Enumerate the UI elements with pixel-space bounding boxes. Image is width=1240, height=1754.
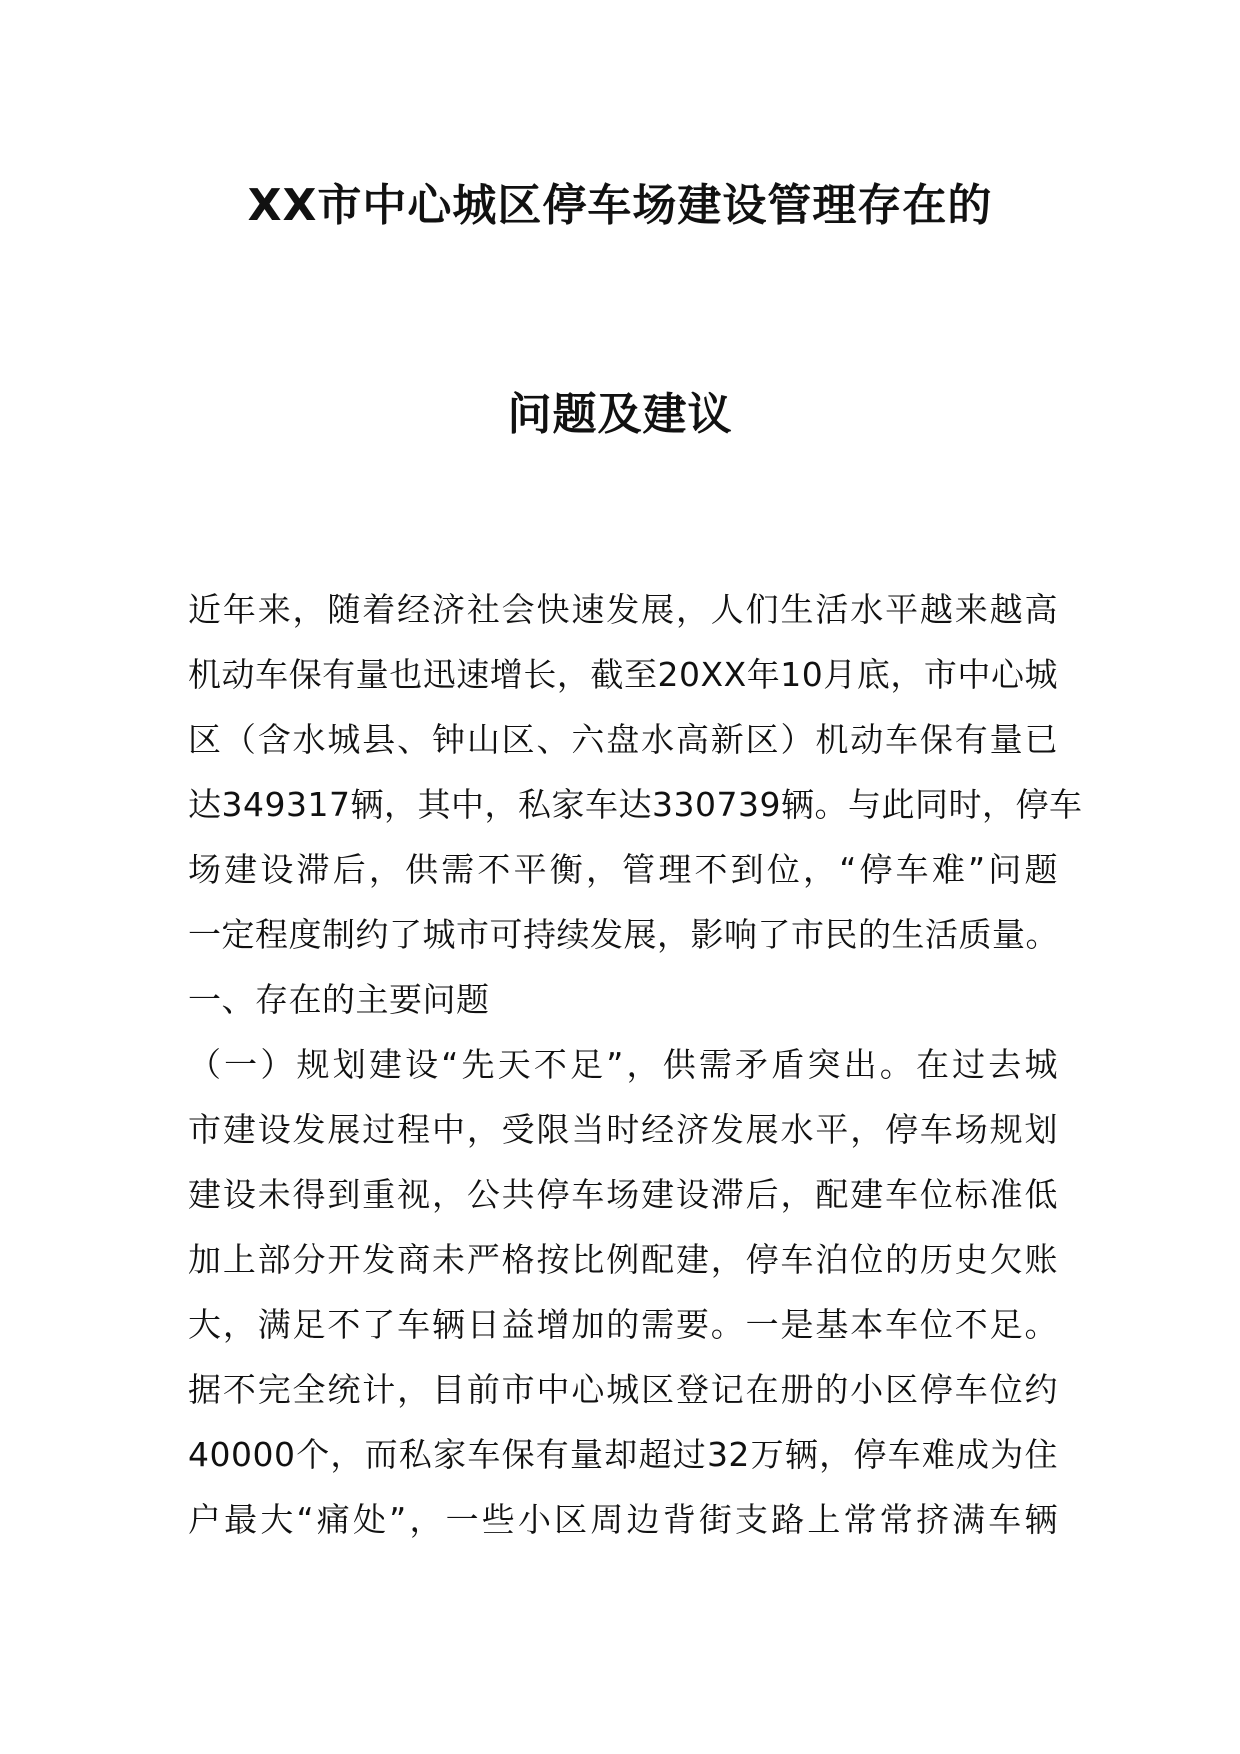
body-line: 据不完全统计，目前市中心城区登记在册的小区停车位约: [188, 1370, 1058, 1409]
body-line: 40000个，而私家车保有量却超过32万辆，停车难成为住: [188, 1435, 1058, 1474]
body-line: 近年来，随着经济社会快速发展，人们生活水平越来越高: [188, 590, 1058, 629]
body-line: 达349317辆，其中，私家车达330739辆。与此同时，停车: [188, 785, 1083, 824]
body-line: 一定程度制约了城市可持续发展，影响了市民的生活质量。: [188, 915, 1059, 954]
section-heading: 一、存在的主要问题: [188, 980, 490, 1019]
body-line: 区（含水城县、钟山区、六盘水高新区）机动车保有量已: [188, 720, 1058, 759]
body-line: 建设未得到重视，公共停车场建设滞后，配建车位标准低: [188, 1175, 1058, 1214]
body-line: 户最大“痛处”，一些小区周边背街支路上常常挤满车辆: [188, 1500, 1058, 1539]
body-line: 场建设滞后，供需不平衡，管理不到位，“停车难”问题: [188, 850, 1058, 889]
body-line: 机动车保有量也迅速增长，截至20XX年10月底，市中心城: [188, 655, 1058, 694]
body-line: 大，满足不了车辆日益增加的需要。一是基本车位不足。: [188, 1305, 1058, 1344]
document-title-line-2: 问题及建议: [507, 389, 733, 440]
body-line: 加上部分开发商未严格按比例配建，停车泊位的历史欠账: [188, 1240, 1058, 1279]
body-line: 市建设发展过程中，受限当时经济发展水平，停车场规划: [188, 1110, 1058, 1149]
body-line: （一）规划建设“先天不足”，供需矛盾突出。在过去城: [188, 1045, 1058, 1084]
document-body: [188, 577, 1083, 1552]
document-title-line-1: XX市中心城区停车场建设管理存在的: [247, 180, 993, 231]
